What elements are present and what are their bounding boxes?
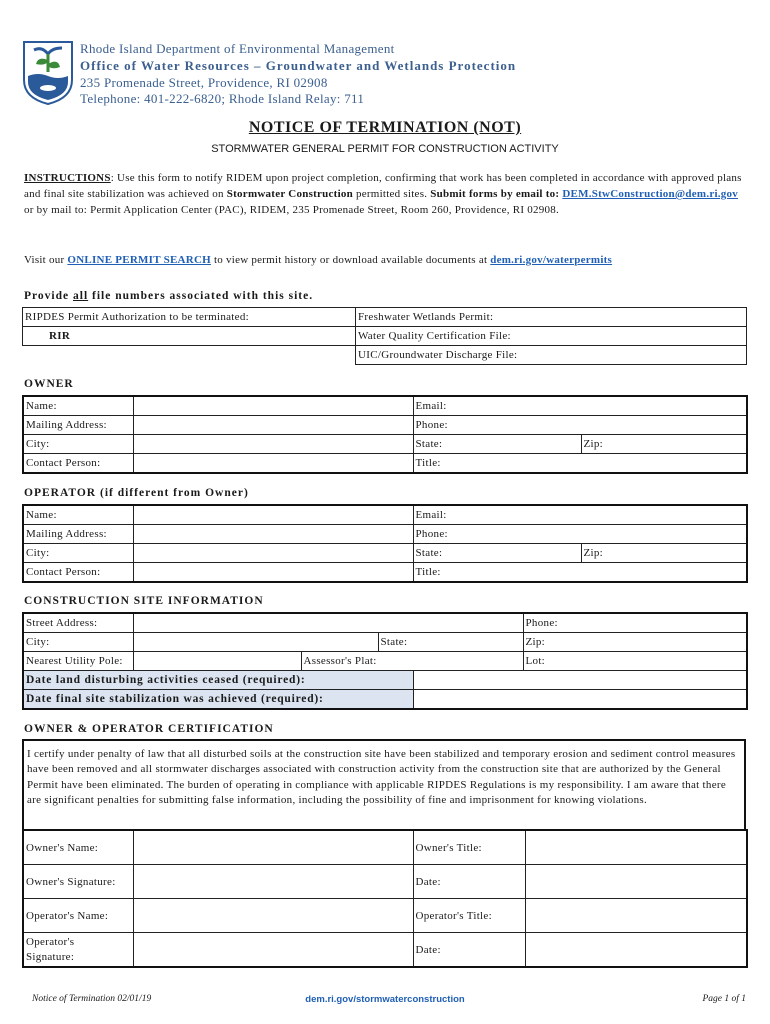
instructions-bold-1: Stormwater Construction [226, 188, 354, 200]
owner-contact-input[interactable] [133, 454, 413, 474]
cert-owner-name-input[interactable] [133, 830, 413, 865]
uic-field[interactable]: UIC/Groundwater Discharge File: [356, 346, 747, 365]
owner-title-label: Owner's Title: [413, 830, 525, 865]
owner-date-label: Date: [413, 865, 525, 899]
site-info-table [22, 612, 748, 710]
agency-name: Rhode Island Department of Environmental Management [80, 41, 395, 56]
operator-zip-field[interactable]: Zip: [581, 544, 747, 563]
site-lot-field[interactable]: Lot: [523, 652, 747, 671]
site-state-field[interactable]: State: [378, 633, 523, 652]
footer-page-number: Page 1 of 1 [702, 994, 746, 1004]
visit-pre: Visit our [24, 254, 68, 266]
site-phone-field[interactable]: Phone: [523, 613, 747, 633]
operator-city-label: City: [23, 544, 133, 563]
instructions-paragraph [24, 170, 746, 218]
water-quality-field[interactable]: Water Quality Certification File: [356, 327, 747, 346]
operator-city-input[interactable] [133, 544, 413, 563]
owner-signature-input[interactable] [133, 865, 413, 899]
owner-title-field[interactable]: Title: [413, 454, 747, 474]
instructions-label: INSTRUCTIONS [24, 172, 111, 184]
site-zip-field[interactable]: Zip: [523, 633, 747, 652]
operator-state-field[interactable]: State: [413, 544, 581, 563]
operator-signature-input[interactable] [133, 933, 413, 968]
owner-phone-field[interactable]: Phone: [413, 416, 747, 435]
waterpermits-link[interactable]: dem.ri.gov/waterpermits [490, 254, 613, 266]
site-pole-label: Nearest Utility Pole: [23, 652, 133, 671]
visit-paragraph [24, 252, 746, 268]
operator-contact-label: Contact Person: [23, 563, 133, 583]
site-street-input[interactable] [133, 613, 523, 633]
ridem-logo [22, 40, 74, 106]
cert-owner-title-input[interactable] [525, 830, 747, 865]
operator-name-input[interactable] [133, 505, 413, 525]
operator-date-label: Date: [413, 933, 525, 968]
office-name: Office of Water Resources – Groundwater and Wetlands Protection [80, 58, 517, 73]
cert-operator-title-input[interactable] [525, 899, 747, 933]
operator-date-input[interactable] [525, 933, 747, 968]
freshwater-wetlands-field[interactable]: Freshwater Wetlands Permit: [356, 308, 747, 327]
operator-title-field[interactable]: Title: [413, 563, 747, 583]
operator-phone-field[interactable]: Phone: [413, 525, 747, 544]
owner-state-field[interactable]: State: [413, 435, 581, 454]
operator-signature-label: Operator's Signature: [23, 933, 133, 968]
operator-name-label: Operator's Name: [23, 899, 133, 933]
date-stabilized-label: Date final site stabilization was achieved (required): [23, 690, 413, 710]
instructions-text-1: : Use this form to notify RIDEM upon project completion, confirming that work has been completed in accordance with approved plans and final site stabilization was achieved on [24, 172, 742, 200]
owner-name-label: Owner's Name: [23, 830, 133, 865]
cert-operator-name-input[interactable] [133, 899, 413, 933]
owner-name-label: Name: [23, 396, 133, 416]
online-permit-search-link[interactable]: ONLINE PERMIT SEARCH [67, 254, 211, 266]
owner-name-input[interactable] [133, 396, 413, 416]
file-numbers-heading: Provide all file numbers associated with this site. [24, 290, 314, 302]
page-title: NOTICE OF TERMINATION (NOT) [248, 119, 522, 136]
owner-table [22, 395, 748, 474]
instructions-text-3: or by mail to: Permit Application Center (PAC), RIDEM, 235 Promenade Street, Room 260, Providence, RI 02908. [24, 204, 559, 216]
owner-city-label: City: [23, 435, 133, 454]
operator-mailing-input[interactable] [133, 525, 413, 544]
owner-email-field[interactable]: Email: [413, 396, 747, 416]
signature-table [22, 829, 748, 968]
certification-statement: I certify under penalty of law that all disturbed soils at the construction site have been stabilized and temporary erosion and sediment control measures have been removed and all stormwater discharges associated with construction activity from the construction site that are authorized by the General Permit have been eliminated. The burden of operating in compliance with applicable RIPDES Regulations is my responsibility. I am aware that there are significant penalties for submitting false information, including the possibility of fine and imprisonment for knowing violations. [22, 739, 746, 831]
operator-mailing-label: Mailing Address: [23, 525, 133, 544]
site-pole-input[interactable] [133, 652, 301, 671]
instructions-bold-2: Submit forms by email to: [430, 188, 563, 200]
footer-form-version: Notice of Termination 02/01/19 [32, 994, 152, 1004]
owner-city-input[interactable] [133, 435, 413, 454]
date-ceased-label: Date land disturbing activities ceased (required): [23, 671, 413, 690]
ripdes-label: RIPDES Permit Authorization to be terminated: [23, 308, 356, 327]
owner-mailing-input[interactable] [133, 416, 413, 435]
ripdes-field[interactable]: RIR [23, 327, 356, 346]
owner-zip-field[interactable]: Zip: [581, 435, 747, 454]
owner-contact-label: Contact Person: [23, 454, 133, 474]
email-link[interactable]: DEM.StwConstruction@dem.ri.gov [562, 188, 739, 200]
visit-mid: to view permit history or download available documents at [210, 254, 491, 266]
page-subtitle: STORMWATER GENERAL PERMIT FOR CONSTRUCTION ACTIVITY [211, 143, 559, 155]
site-city-label: City: [23, 633, 133, 652]
date-ceased-input[interactable] [413, 671, 747, 690]
date-stabilized-input[interactable] [413, 690, 747, 710]
owner-date-input[interactable] [525, 865, 747, 899]
certification-heading: OWNER & OPERATOR CERTIFICATION [24, 723, 274, 735]
operator-contact-input[interactable] [133, 563, 413, 583]
operator-table [22, 504, 748, 583]
site-street-label: Street Address: [23, 613, 133, 633]
operator-heading: OPERATOR (if different from Owner) [24, 487, 249, 499]
footer-link[interactable]: dem.ri.gov/stormwaterconstruction [305, 994, 465, 1005]
agency-address: 235 Promenade Street, Providence, RI 02908 [80, 75, 328, 90]
operator-title-label: Operator's Title: [413, 899, 525, 933]
operator-name-label: Name: [23, 505, 133, 525]
site-city-input[interactable] [133, 633, 378, 652]
instructions-text-2: permitted sites. [353, 188, 431, 200]
operator-email-field[interactable]: Email: [413, 505, 747, 525]
owner-heading: OWNER [24, 378, 74, 390]
owner-signature-label: Owner's Signature: [23, 865, 133, 899]
agency-phone: Telephone: 401-222-6820; Rhode Island Relay: 711 [80, 91, 365, 106]
owner-mailing-label: Mailing Address: [23, 416, 133, 435]
site-plat-field[interactable]: Assessor's Plat: [301, 652, 523, 671]
site-info-heading: CONSTRUCTION SITE INFORMATION [24, 595, 264, 607]
file-numbers-table [22, 307, 747, 365]
